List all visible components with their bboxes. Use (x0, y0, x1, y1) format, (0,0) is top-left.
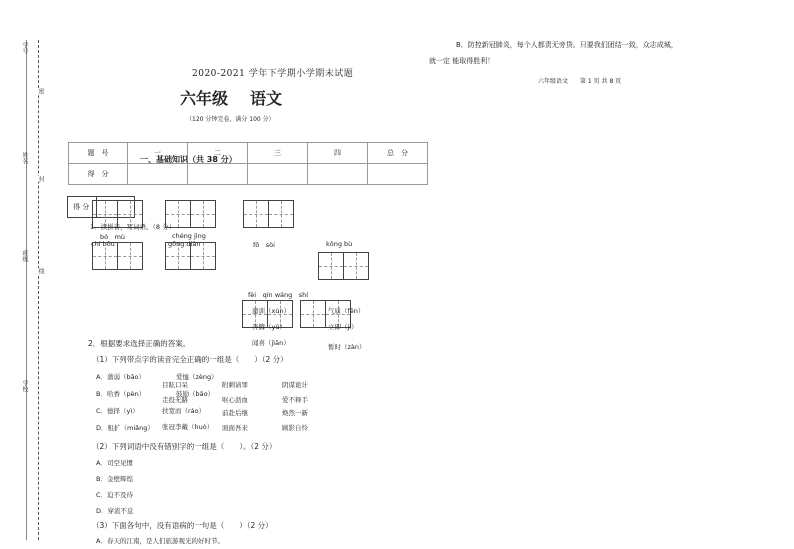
grade-heading: 六年级 (180, 89, 229, 108)
name-label: 姓名 (21, 152, 28, 164)
option-b-line1[interactable]: B．防控新冠肺炎，每个人都责无旁贷。只要我们团结一致，众志成城， (456, 41, 678, 49)
school-label: 学校 (21, 380, 28, 392)
question-2-3: （3）下面各句中，没有语病的一句是（ ）（2 分） (92, 521, 273, 530)
exam-note: （120 分钟完卷，满分 100 分） (186, 116, 275, 123)
pinyin: fǒ sòi (253, 241, 275, 249)
pinyin: gōng diǎn (168, 240, 201, 248)
option-word: 扶宽而（ráo） (162, 407, 206, 415)
writing-grid[interactable] (318, 252, 369, 280)
pinyin: bó mù (100, 233, 126, 241)
subject-heading: 语文 (250, 89, 283, 108)
word-item: 立即（jí） (328, 323, 358, 331)
score-header: 一 (128, 143, 188, 164)
option[interactable]: A．春天的江南，是人们旅游观光的好时节。 (96, 537, 224, 545)
score-cell[interactable] (248, 164, 308, 185)
score-table (68, 142, 428, 185)
pinyin: fèi qín wáng shí (248, 291, 309, 299)
score-box-label: 得 分 (73, 203, 90, 211)
score-header: 四 (308, 143, 368, 164)
word-item: 气质（fēn） (328, 307, 365, 315)
score-header: 题 号 (69, 143, 128, 164)
word-item: 闻喜（jìān） (252, 339, 290, 347)
option[interactable]: A．司空见惯 (96, 459, 133, 467)
score-cell[interactable] (368, 164, 428, 185)
score-header: 总 分 (368, 143, 428, 164)
section-title: 一、基础知识（共 38 分） (140, 155, 237, 164)
option[interactable]: B．哈香（pèn） (96, 390, 146, 398)
seal-mark: 密 (37, 88, 44, 94)
option-word: 走投无路 (162, 396, 188, 404)
word-item: 暂时（zàn） (328, 343, 366, 351)
question-1: 1．读拼音，写词语。（8 分） (90, 223, 176, 231)
option-b-line2: 就一定 能取得胜利！ (429, 57, 495, 65)
binding-solid-line (26, 40, 27, 540)
question-2: 2．根据要求选择正确的答案。 (88, 339, 191, 348)
option-word: 目眩口呆 (162, 381, 188, 389)
class-label: 班级 (21, 250, 28, 262)
word-item: 遗训（xùn） (252, 307, 291, 315)
option-word: 爱恤（zèng） (176, 373, 218, 381)
student-id-label: 学号 (21, 42, 28, 54)
line-mark: 线 (37, 268, 44, 274)
option[interactable]: C．迫不及待 (96, 491, 134, 499)
score-cell[interactable] (128, 164, 188, 185)
question-2-1: （1）下列带点字的读音完全正确的一组是（ ）（2 分） (92, 355, 288, 364)
option-word: 张冠李戴（huò） (162, 423, 214, 431)
fengjiao-mark: 封 (37, 176, 44, 182)
option-word: 前赴后继 (222, 409, 248, 417)
writing-grid[interactable] (165, 242, 216, 270)
option[interactable]: A．蒲弱（bāo） (96, 373, 146, 381)
score-row-label: 得 分 (69, 164, 128, 185)
option[interactable]: D．租扩（miǎng） (96, 424, 154, 432)
option-word: 鼓励（bǎo） (176, 390, 215, 398)
option[interactable]: B．金壁辉煌 (96, 475, 133, 483)
writing-grid[interactable] (243, 200, 294, 228)
score-cell[interactable] (308, 164, 368, 185)
writing-grid[interactable] (92, 242, 143, 270)
option-word: 爱不释手 (282, 396, 308, 404)
option-word: 面面吾来 (222, 424, 248, 432)
option-word: 阴谋诡计 (282, 381, 308, 389)
score-header: 三 (248, 143, 308, 164)
question-2-2: （2）下列词语中没有错别字的一组是（ ）。（2 分） (92, 442, 277, 451)
pinyin: chéng jìng (172, 232, 206, 240)
option-word: 呕心沥血 (222, 396, 248, 404)
option[interactable]: D．穿流不息 (96, 507, 134, 515)
word-item: 奔腾（yǔ） (252, 323, 286, 331)
exam-title: 2020-2021 学年下学期小学期末试题 (192, 69, 354, 79)
option[interactable]: C．德择（yì） (96, 407, 139, 415)
binding-dashed-line (38, 40, 39, 540)
option-word: 焕然一新 (282, 409, 308, 417)
pinyin: kǒng bù (326, 240, 353, 248)
option-word: 附刺请罪 (222, 381, 248, 389)
option-word: 顾影自怜 (282, 424, 308, 432)
score-header: 二 (188, 143, 248, 164)
score-cell[interactable] (188, 164, 248, 185)
pinyin: chí bǒu (91, 240, 115, 248)
page-footer: 六年级语文 第 1 页 共 8 页 (538, 78, 622, 85)
